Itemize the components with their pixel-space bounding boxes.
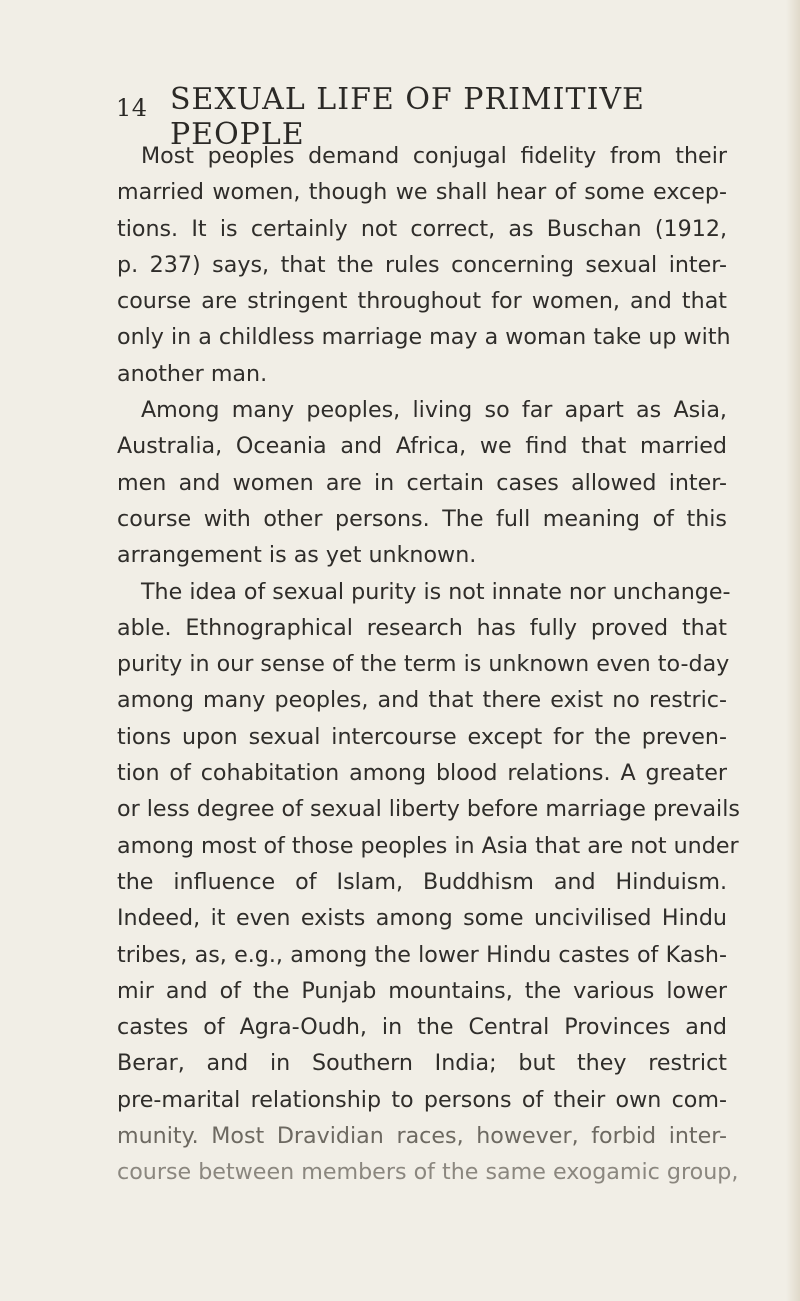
text-line: another man.: [117, 360, 268, 387]
text-line: married women, though we shall hear of some excep-: [117, 179, 727, 206]
text-line: Most peoples demand conjugal fidelity from their: [141, 143, 727, 169]
text-line: course are stringent throughout for women, and that: [117, 288, 727, 315]
text-line: only in a childless marriage may a woman take up with: [117, 324, 731, 351]
text-line: munity. Most Dravidian races, however, forbid inter-: [117, 1123, 727, 1150]
text-line: Berar, and in Southern India; but they restrict: [117, 1050, 727, 1077]
page-header: [116, 82, 716, 152]
text-line: p. 237) says, that the rules concerning sexual inter-: [117, 251, 727, 278]
text-line: Australia, Oceania and Africa, we find that married: [117, 433, 727, 460]
text-line: course with other persons. The full meaning of this: [117, 505, 727, 532]
text-line: Among many peoples, living so far apart as Asia,: [141, 397, 727, 424]
text-line: or less degree of sexual liberty before marriage prevails: [117, 796, 740, 823]
text-line: Indeed, it even exists among some uncivilised Hindu: [117, 905, 727, 932]
running-title: SEXUAL LIFE OF PRIMITIVE PEOPLE: [170, 82, 645, 152]
text-line: tion of cohabitation among blood relations. A greater: [117, 760, 727, 787]
text-line: The idea of sexual purity is not innate nor unchange-: [141, 578, 731, 605]
page-number: 14: [116, 94, 148, 122]
text-line: tions upon sexual intercourse except for the preven-: [117, 723, 727, 750]
text-line: the influence of Islam, Buddhism and Hinduism.: [117, 868, 727, 895]
text-line: tions. It is certainly not correct, as Buschan (1912,: [117, 215, 727, 242]
text-line: course between members of the same exogamic group,: [117, 1159, 739, 1186]
text-line: mir and of the Punjab mountains, the various lower: [117, 977, 727, 1004]
text-line: among most of those peoples in Asia that are not under: [117, 832, 739, 859]
page-edge-shadow: [786, 0, 800, 1301]
text-line: purity in our sense of the term is unknown even to-day: [117, 651, 730, 678]
text-line: pre-marital relationship to persons of their own com-: [117, 1086, 727, 1113]
text-line: castes of Agra-Oudh, in the Central Provinces and: [117, 1014, 727, 1041]
text-line: arrangement is as yet unknown.: [117, 542, 477, 569]
text-line: men and women are in certain cases allowed inter-: [117, 469, 727, 496]
text-line: among many peoples, and that there exist no restric-: [117, 687, 727, 714]
body-text: [117, 138, 740, 1191]
text-line: tribes, as, e.g., among the lower Hindu castes of Kash-: [117, 941, 727, 968]
text-line: able. Ethnographical research has fully proved that: [117, 614, 727, 641]
